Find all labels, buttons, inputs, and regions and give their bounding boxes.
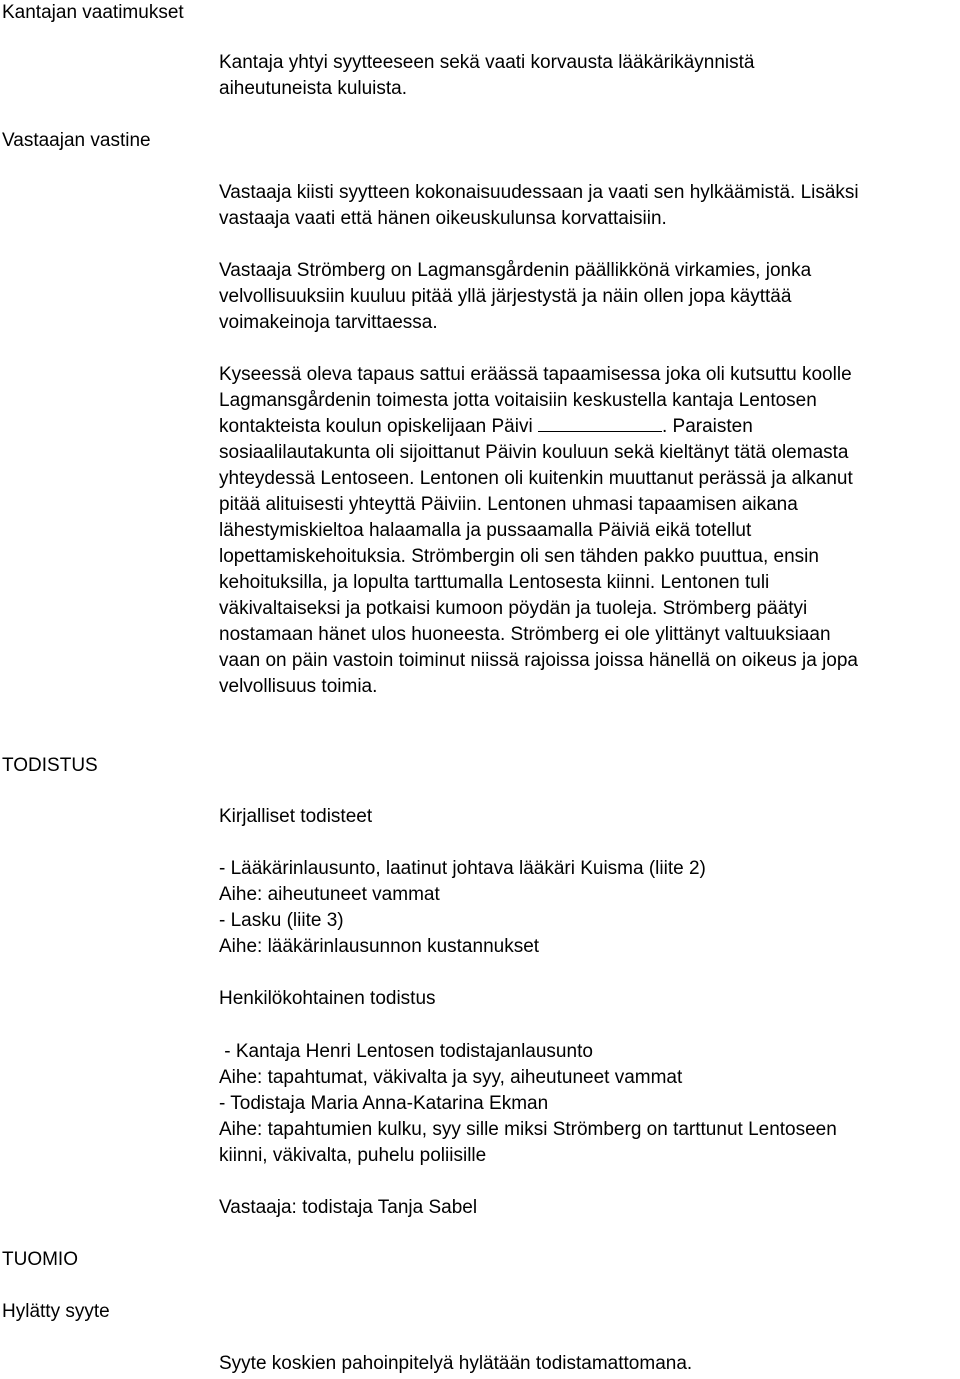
judgment-text: Syyte koskien pahoinpitelyä hylätään todistamattomana. bbox=[219, 1353, 693, 1374]
response-para3-line: kehoituksilla, ja lopulta tarttumalla Lentosesta kiinni. Lentonen tuli bbox=[219, 572, 770, 593]
response-para3-line: velvollisuus toimia. bbox=[219, 676, 378, 697]
response-para3-line: lähestymiskieltoa halaamalla ja pussaamalla Päiviä eikä totellut bbox=[219, 520, 752, 541]
heading-dismissed: Hylätty syyte bbox=[2, 1301, 110, 1322]
response-para3-line: sosiaalilautakunta oli sijoittanut Päivin kouluun sekä kieltänyt tätä olemasta bbox=[219, 442, 849, 463]
response-para3-line bbox=[219, 414, 753, 440]
heading-judgment: TUOMIO bbox=[2, 1249, 78, 1270]
response-para3-line: pitää alituisesti yhteyttä Päiviin. Lentonen uhmasi tapaamisen aikana bbox=[219, 494, 798, 515]
defendant-witness: Vastaaja: todistaja Tanja Sabel bbox=[219, 1197, 478, 1218]
heading-evidence: TODISTUS bbox=[2, 755, 98, 776]
personal-evidence-item: - Kantaja Henri Lentosen todistajanlausunto bbox=[219, 1041, 593, 1062]
heading-defendant-response: Vastaajan vastine bbox=[2, 130, 151, 151]
personal-evidence-item: Aihe: tapahtumien kulku, syy sille miksi Strömberg on tarttunut Lentoseen bbox=[219, 1119, 837, 1140]
claimant-line: Kantaja yhtyi syytteeseen sekä vaati korvausta lääkärikäynnistä bbox=[219, 52, 755, 73]
personal-evidence-item: Aihe: tapahtumat, väkivalta ja syy, aiheutuneet vammat bbox=[219, 1067, 683, 1088]
response-para2-line: voimakeinoja tarvittaessa. bbox=[219, 312, 438, 333]
redacted-name-blank bbox=[538, 414, 662, 432]
claimant-line: aiheutuneista kuluista. bbox=[219, 78, 408, 99]
response-para2-line: velvollisuuksiin kuuluu pitää yllä järjestystä ja näin ollen jopa käyttää bbox=[219, 286, 792, 307]
response-para3-line: vaan on päin vastoin toiminut niissä rajoissa joissa hänellä on oikeus ja jopa bbox=[219, 650, 858, 671]
written-evidence-item: Aihe: lääkärinlausunnon kustannukset bbox=[219, 936, 540, 957]
response-para3-line: Lagmansgårdenin toimesta jotta voitaisiin keskustella kantaja Lentosen bbox=[219, 390, 817, 411]
response-para3-line: väkivaltaiseksi ja potkaisi kumoon pöydän ja tuoleja. Strömberg päätyi bbox=[219, 598, 808, 619]
response-para1-line: vastaaja vaati että hänen oikeuskulunsa korvattaisiin. bbox=[219, 208, 667, 229]
personal-evidence-item: - Todistaja Maria Anna-Katarina Ekman bbox=[219, 1093, 549, 1114]
response-para3-line: lopettamiskehoituksia. Strömbergin oli sen tähden pakko puuttua, ensin bbox=[219, 546, 819, 567]
written-evidence-title: Kirjalliset todisteet bbox=[219, 806, 373, 827]
response-para3-line: nostamaan hänet ulos huoneesta. Strömberg ei ole ylittänyt valtuuksiaan bbox=[219, 624, 831, 645]
response-para1-line: Vastaaja kiisti syytteen kokonaisuudessaan ja vaati sen hylkäämistä. Lisäksi bbox=[219, 182, 859, 203]
response-para3-text: . Paraisten bbox=[661, 416, 753, 437]
response-para2-line: Vastaaja Strömberg on Lagmansgårdenin päällikkönä virkamies, jonka bbox=[219, 260, 812, 281]
response-para3-text: kontakteista koulun opiskelijaan Päivi bbox=[219, 416, 538, 437]
written-evidence-item: - Lääkärinlausunto, laatinut johtava lääkäri Kuisma (liite 2) bbox=[219, 858, 706, 879]
personal-evidence-item: kiinni, väkivalta, puhelu poliisille bbox=[219, 1145, 487, 1166]
response-para3-line: yhteydessä Lentoseen. Lentonen oli kuitenkin muuttanut perässä ja alkanut bbox=[219, 468, 853, 489]
heading-claimant-demands: Kantajan vaatimukset bbox=[2, 2, 184, 23]
written-evidence-item: - Lasku (liite 3) bbox=[219, 910, 344, 931]
written-evidence-item: Aihe: aiheutuneet vammat bbox=[219, 884, 440, 905]
personal-evidence-title: Henkilökohtainen todistus bbox=[219, 988, 436, 1009]
response-para3-line: Kyseessä oleva tapaus sattui eräässä tapaamisessa joka oli kutsuttu koolle bbox=[219, 364, 852, 385]
